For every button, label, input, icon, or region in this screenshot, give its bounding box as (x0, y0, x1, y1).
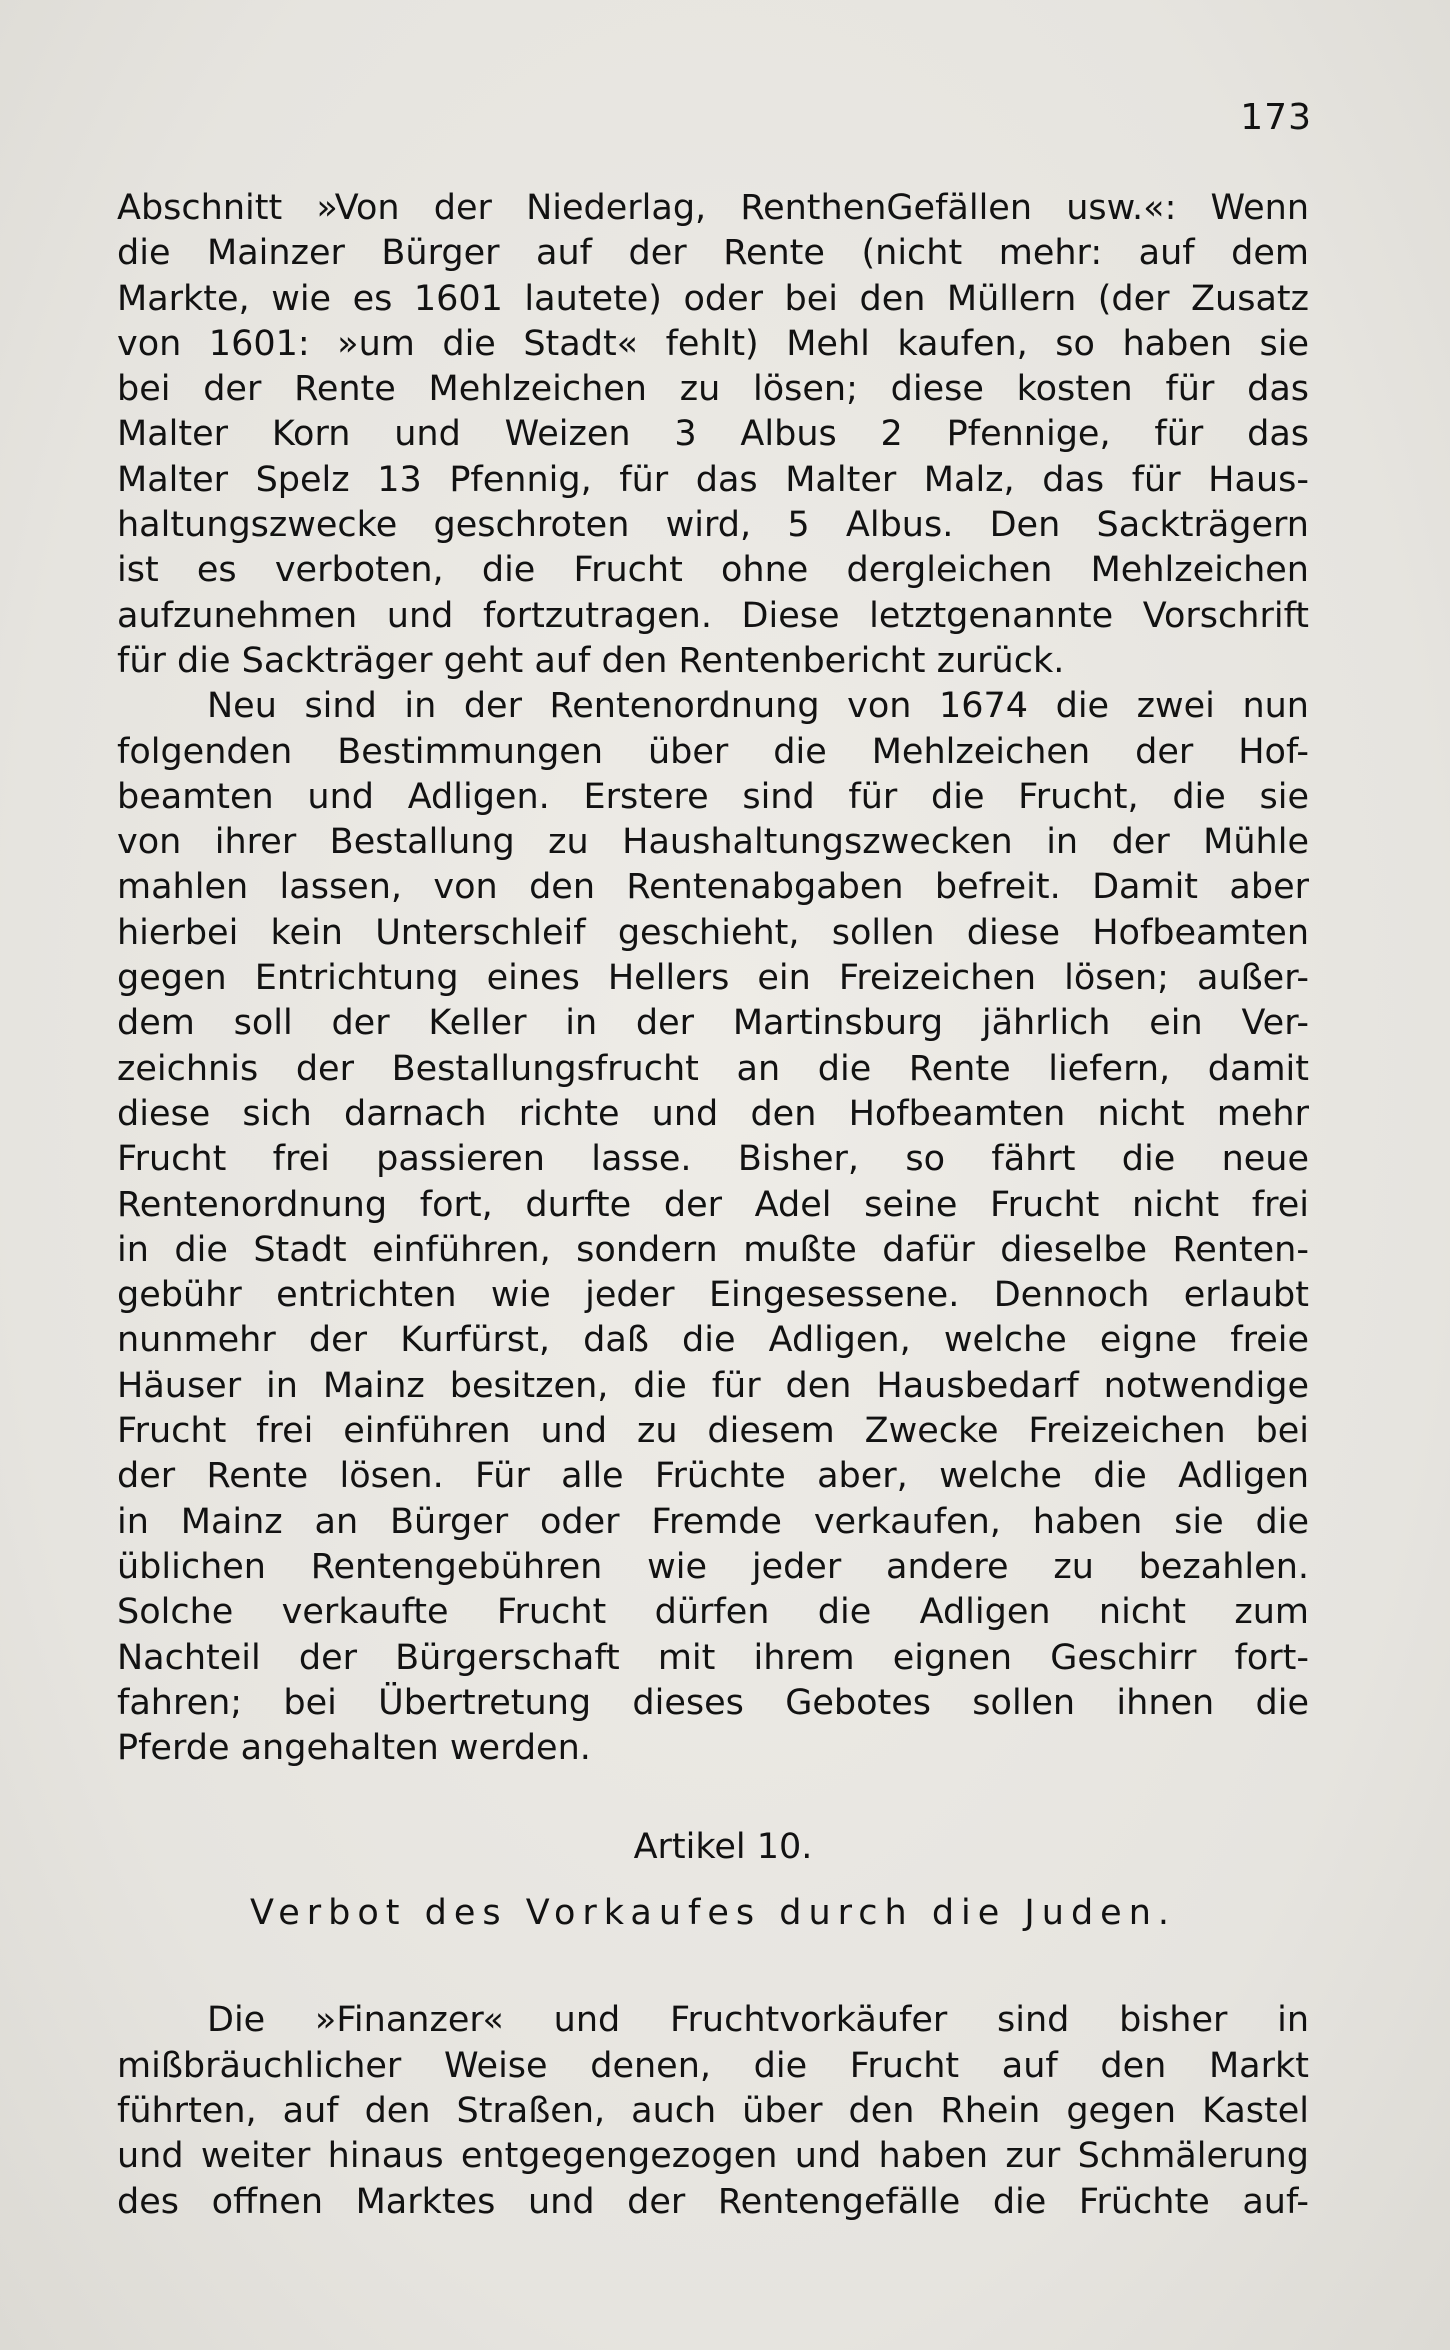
text-line: fahren; bei Übertretung dieses Gebotes sollen ihnen die (117, 1682, 1309, 1723)
text-line: Frucht frei einführen und zu diesem Zwecke Freizeichen bei (117, 1411, 1309, 1452)
text-line: gegen Entrichtung eines Hellers ein Freizeichen lösen; außer- (117, 958, 1309, 999)
text-line: zeichnis der Bestallungsfrucht an die Rente liefern, damit (117, 1048, 1309, 1089)
text-line: gebühr entrichten wie jeder Eingesessene. Dennoch erlaubt (117, 1275, 1309, 1316)
text-line: Neu sind in der Rentenordnung von 1674 die zwei nun (207, 686, 1309, 727)
text-line: Solche verkaufte Frucht dürfen die Adligen nicht zum (117, 1592, 1309, 1633)
text-line: mahlen lassen, von den Rentenabgaben befreit. Damit aber (117, 867, 1309, 908)
text-line: Nachteil der Bürgerschaft mit ihrem eignen Geschirr fort- (117, 1637, 1309, 1678)
text-line: mißbräuchlicher Weise denen, die Frucht auf den Markt (117, 2045, 1309, 2086)
paragraph-3 (117, 1998, 1309, 2224)
text-line: beamten und Adligen. Erstere sind für die Frucht, die sie (117, 776, 1309, 817)
section-title: Verbot des Vorkaufes durch die Juden. (250, 1893, 1176, 1934)
text-line: in die Stadt einführen, sondern mußte dafür dieselbe Renten- (117, 1229, 1309, 1270)
text-line: die Mainzer Bürger auf der Rente (nicht mehr: auf dem (117, 233, 1309, 274)
text-line: Abschnitt »Von der Niederlag, RenthenGefällen usw.«: Wenn (117, 188, 1309, 228)
text-line: führten, auf den Straßen, auch über den Rhein gegen Kastel (117, 2090, 1309, 2131)
page-number: 173 (1240, 97, 1312, 138)
text-line: des offnen Marktes und der Rentengefälle die Früchte auf- (117, 2181, 1309, 2222)
text-line: von ihrer Bestallung zu Haushaltungszwecken in der Mühle (117, 822, 1309, 863)
text-line: üblichen Rentengebühren wie jeder andere zu bezahlen. (117, 1546, 1309, 1587)
text-line: Die »Finanzer« und Fruchtvorkäufer sind bisher in (207, 2000, 1309, 2041)
text-line: und weiter hinaus entgegengezogen und haben zur Schmälerung (117, 2136, 1309, 2177)
text-line: von 1601: »um die Stadt« fehlt) Mehl kaufen, so haben sie (117, 323, 1309, 364)
text-line: Frucht frei passieren lasse. Bisher, so fährt die neue (117, 1139, 1309, 1180)
text-line: bei der Rente Mehlzeichen zu lösen; diese kosten für das (117, 369, 1309, 410)
body-text (117, 186, 1309, 2225)
text-line: nunmehr der Kurfürst, daß die Adligen, welche eigne freie (117, 1320, 1309, 1361)
text-line: hierbei kein Unterschleif geschieht, sollen diese Hofbeamten (117, 912, 1309, 953)
text-line: diese sich darnach richte und den Hofbeamten nicht mehr (117, 1093, 1309, 1134)
text-line: Malter Korn und Weizen 3 Albus 2 Pfennige, für das (117, 414, 1309, 455)
article-heading: Artikel 10. (633, 1827, 813, 1868)
text-line: Häuser in Mainz besitzen, die für den Hausbedarf notwendige (117, 1365, 1309, 1406)
text-line: aufzunehmen und fortzutragen. Diese letztgenannte Vorschrift (117, 595, 1309, 636)
text-line: Rentenordnung fort, durfte der Adel seine Frucht nicht frei (117, 1184, 1309, 1225)
text-line: folgenden Bestimmungen über die Mehlzeichen der Hof- (117, 731, 1309, 772)
text-line: Pferde angehalten werden. (117, 1728, 591, 1769)
paragraph-2 (117, 684, 1309, 1771)
text-line: Markte, wie es 1601 lautete) oder bei den Müllern (der Zusatz (117, 278, 1309, 319)
text-line: in Mainz an Bürger oder Fremde verkaufen, haben sie die (117, 1501, 1309, 1542)
paragraph-1 (117, 186, 1309, 684)
text-line: haltungszwecke geschroten wird, 5 Albus. Den Sackträgern (117, 505, 1309, 546)
text-line: ist es verboten, die Frucht ohne dergleichen Mehlzeichen (117, 550, 1309, 591)
text-line: dem soll der Keller in der Martinsburg jährlich ein Ver- (117, 1003, 1309, 1044)
text-line: für die Sackträger geht auf den Rentenbericht zurück. (117, 640, 1065, 681)
text-line: Malter Spelz 13 Pfennig, für das Malter Malz, das für Haus- (117, 459, 1309, 500)
text-line: der Rente lösen. Für alle Früchte aber, welche die Adligen (117, 1456, 1309, 1497)
